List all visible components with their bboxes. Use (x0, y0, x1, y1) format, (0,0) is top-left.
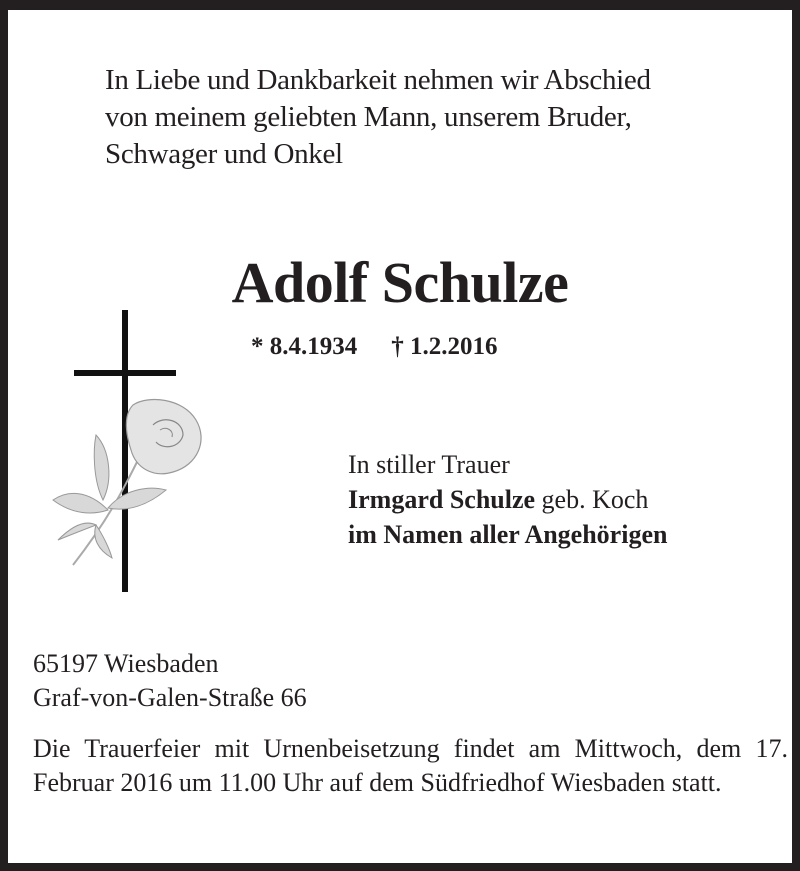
funeral-info: Die Trauerfeier mit Urnenbeisetzung findet am Mittwoch, dem 17. Februar 2016 um 11.00 Uhr auf dem Südfriedhof Wiesbaden statt. (33, 734, 788, 797)
intro-line: Schwager und Onkel (105, 138, 343, 170)
relatives-text: im Namen aller Angehörigen (348, 520, 668, 549)
mourner-line (348, 482, 667, 517)
cross-bar (74, 370, 176, 376)
mourner-name: Irmgard Schulze (348, 485, 536, 514)
birth-date: * 8.4.1934 (251, 333, 358, 360)
address-street: Graf-von-Galen-Straße 66 (33, 683, 307, 712)
intro-text (105, 62, 651, 173)
mourner-maiden-name: geb. Koch (535, 485, 649, 514)
intro-line: von meinem geliebten Mann, unserem Bruder, (105, 101, 632, 133)
rose-icon (48, 390, 218, 570)
address (33, 647, 307, 715)
deceased-name: Adolf Schulze (231, 250, 569, 315)
mourning-relatives (348, 517, 667, 552)
intro-line: In Liebe und Dankbarkeit nehmen wir Abschied (105, 64, 651, 96)
address-city: 65197 Wiesbaden (33, 649, 219, 678)
mourning-block (348, 447, 667, 552)
life-dates (251, 332, 498, 362)
obituary-notice (8, 10, 792, 863)
mourning-line: In stiller Trauer (348, 450, 510, 479)
death-date: † 1.2.2016 (391, 333, 498, 360)
